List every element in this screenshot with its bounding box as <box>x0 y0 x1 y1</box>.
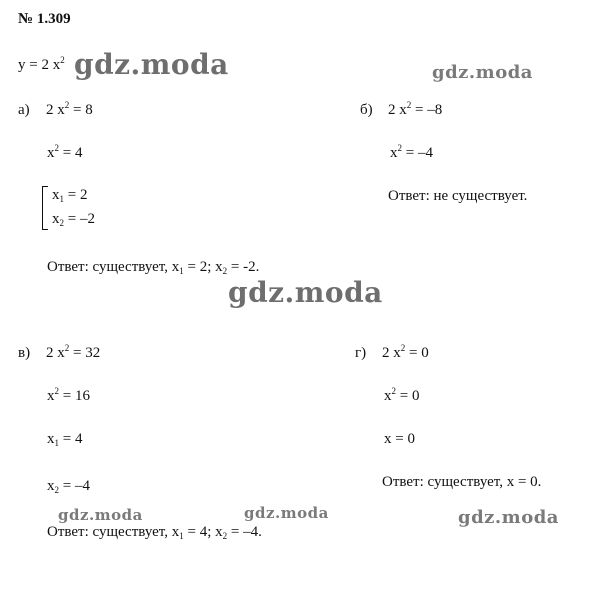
label-a: а) <box>18 102 30 118</box>
b-equation-2: $х^2 = -4$ <box>390 143 433 161</box>
watermark-logo: gdz.moda <box>458 507 559 528</box>
label-v: в) <box>18 345 31 361</box>
a-root-1: $x_1 = 2$ <box>52 187 88 204</box>
a-root-2: $x_2 = -2$ <box>52 211 95 228</box>
watermark-logo: gdz.moda <box>228 276 383 309</box>
watermark-logo: gdz.moda <box>244 504 329 522</box>
label-g: г) <box>355 345 367 361</box>
watermark-logo: gdz.moda <box>58 506 143 524</box>
g-equation-3: х = 0 <box>384 431 415 447</box>
watermark-logo: gdz.moda <box>74 48 229 81</box>
v-answer: Ответ: существует, $х_1 = 4$; $х_2 = -4$. <box>47 524 262 541</box>
problem-number: № 1.309 <box>18 11 71 27</box>
v-equation-2: $х^2 = 16$ <box>47 386 90 404</box>
g-equation-2: $х^2 = 0$ <box>384 386 420 404</box>
label-b: б) <box>360 102 373 118</box>
v-root-1: $х_1 = 4$ <box>47 431 83 448</box>
a-equation-1: 2 $х^2 = 8$ <box>46 100 93 118</box>
b-equation-1: 2 $х^2 = -8$ <box>388 100 443 118</box>
a-equation-2: $х^2 = 4$ <box>47 143 83 161</box>
function-definition: у = 2 $х^2$ <box>18 55 65 73</box>
v-root-2: $х_2 = -4$ <box>47 478 90 495</box>
watermark-logo: gdz.moda <box>432 62 533 83</box>
g-equation-1: 2 $х^2 = 0$ <box>382 343 429 361</box>
b-answer: Ответ: не существует. <box>388 188 528 204</box>
v-equation-1: 2 $х^2 = 32$ <box>46 343 101 361</box>
g-answer: Ответ: существует, х = 0. <box>382 474 542 490</box>
system-bracket <box>42 186 48 230</box>
a-answer: Ответ: существует, $х_1 = 2$; $х_2 = -2$. <box>47 259 260 276</box>
